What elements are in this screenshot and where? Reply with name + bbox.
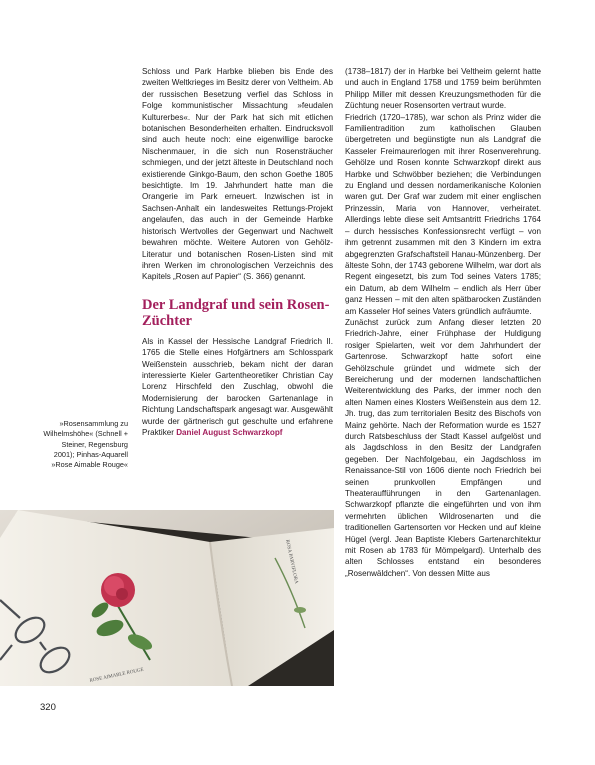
highlighted-name: Daniel August Schwarzkopf — [176, 427, 283, 437]
image-caption: »Rosensammlung zu Wilhelmshöhe« (Schnell + Steiner, Regensburg 2001); Pinhas-Aquarell »Rose Aimable Rouge« — [43, 419, 128, 470]
rose-flower-center — [116, 588, 128, 600]
section-heading: Der Landgraf und sein Rosen-Züchter — [142, 296, 330, 329]
left-paragraph-2 — [142, 336, 333, 439]
left-paragraph-2-text: Als in Kassel der Hessische Landgraf Friedrich II. 1765 die Stelle eines Hofgärtners am Schlosspark Weißenstein ausschrieb, bekam nicht der daran interessierte Kieler Gartentheoretiker Christian Cay Lorenz Hirschfeld den Zuschlag, obwohl die Modernisierung der barocken Gartenanlage in Richtung Landschaftspark angesagt war. Ausgewählt wurde der gärtnerisch gut geschulte und erfahrene Praktiker — [142, 336, 333, 437]
plate-label-left: ROSE AIMABLE ROUGE — [89, 667, 145, 684]
right-paragraph-1: (1738–1817) der in Harbke bei Veltheim gelernt hatte und auch in England 1758 und 1759 beim berühmten Philipp Miller mit dessen Kreuzungsmethoden für die Züchtung neuer Rosensorten vertraut wurde. — [345, 67, 541, 111]
page-number: 320 — [40, 702, 56, 713]
left-text-column — [142, 66, 333, 438]
book-photo — [0, 510, 334, 686]
right-paragraph-2: Friedrich (1720–1785), war schon als Prinz wider die Familientradition zum katholischen Glauben übergetreten und begünstigte nun als Landgraf die Kasseler Freimaurerlogen mit ihrer Rosenverehrung. Gehölze und Rosen konnte Schwarzkopf direkt aus Harbke und Schwöbber beziehen; die Verbindungen zu England und dessen nordamerikanische Kolonien waren gut. Der Graf war zudem mit einer englischen Prinzessin, Maria von Hannover, verheiratet. Allerdings lebte diese seit Amtsantritt Friedrichs 1764 – durch hessisches Konfessionsrecht verfügt – von ihm getrennt zusammen mit den 3 Kindern im extra abgegrenzten Grafschaftsteil Hanau-Münzenberg. Der älteste Sohn, der 1743 geborene Wilhelm, war dort als Regent eingesetzt, bis zum Tod seines Vaters 1785; ein Datum, ab dem Wilhelm – endlich als Herr über ganz Hessen – mit den alten spätbarocken Zuständen am Kasseler Hof seines Vaters gründlich aufräumte. — [345, 112, 541, 316]
left-paragraph-1: Schloss und Park Harbke blieben bis Ende des zweiten Weltkrieges im Besitz derer von Veltheim. Ab der russischen Besetzung verfiel das Schloss in Folge kommunistischer Missachtung »feudalen Kulturerbes«. Nur der Park hat sich mit etlichen botanischen Besonderheiten erhalten. Eindrucksvoll sind auch heute noch: eine eigenwillige barocke Nischenmauer, in die sich nun Rosensträucher schmiegen, und der jetzt älteste in Deutschland noch existierende Ginkgo-Baum, den schon Goethe 1805 besichtigte. Im 19. Jahrhundert hatte man die Orangerie im Park erneuert. Inzwischen ist in Sachsen-Anhalt ein landesweites Rettungs-Projekt angelaufen, das auch in der Gemeinde Harbke historisch Wertvolles der Gegenwart und Nachwelt bewahren möchte. Weitere Autoren von Gehölz-Literatur und botanischen Rosen-Listen sind mit ihren Werken im chronologischen Verzeichnis des Kapitels „Rosen auf Papier“ (S. 366) genannt. — [142, 67, 333, 282]
right-paragraph-3: Zunächst zurück zum Anfang dieser letzten 20 Friedrich-Jahre, einer Frühphase der Huldigung rosiger Spielarten, weit vor dem Jahrhundert der Gartenrose. Schwarzkopf hatte sofort eine Gehölzschule gründet und widmete sich der Bereicherung und der modernen landschaftlichen Weiterentwicklung des Parks, der immer noch den alten Namen eines Klosters Weißenstein aus dem 12. Jh. trug, das zum territorialen Besitz des Bischofs von Mainz gehörte. Nach der Reformation wurde es 1527 durch Ratsbeschluss der Stadt Kassel aufgelöst und als Jagdschloss in den Besitz der Landgrafen gegeben. Der Nachfolgebau, ein Jagdschloss im Renaissance-Stil von 1606 diente noch Friedrich bei seinen prunkvollen Empfängen und Theateraufführungen in den Gartenanlagen. Schwarzkopf pflanzte die eingeführten und von ihm vermehrten üblichen Wildrosenarten und die traditionellen Gartensorten vor Hecken und auf kleine Hügel (vergl. Jean Baptiste Klebers Gartenarchitektur mit Rosen ab 1783 für Mömpelgard). Unterhalb des alten Schlosses entstand ein besonderes „Rosenwäldchen“. Von dessen Mitte aus — [345, 317, 541, 578]
right-text-column — [345, 66, 541, 579]
book-photo-illustration — [0, 510, 334, 686]
plate-label-right: ROSA PARVIFLORA — [284, 539, 299, 585]
right-page-leaf — [294, 607, 306, 613]
